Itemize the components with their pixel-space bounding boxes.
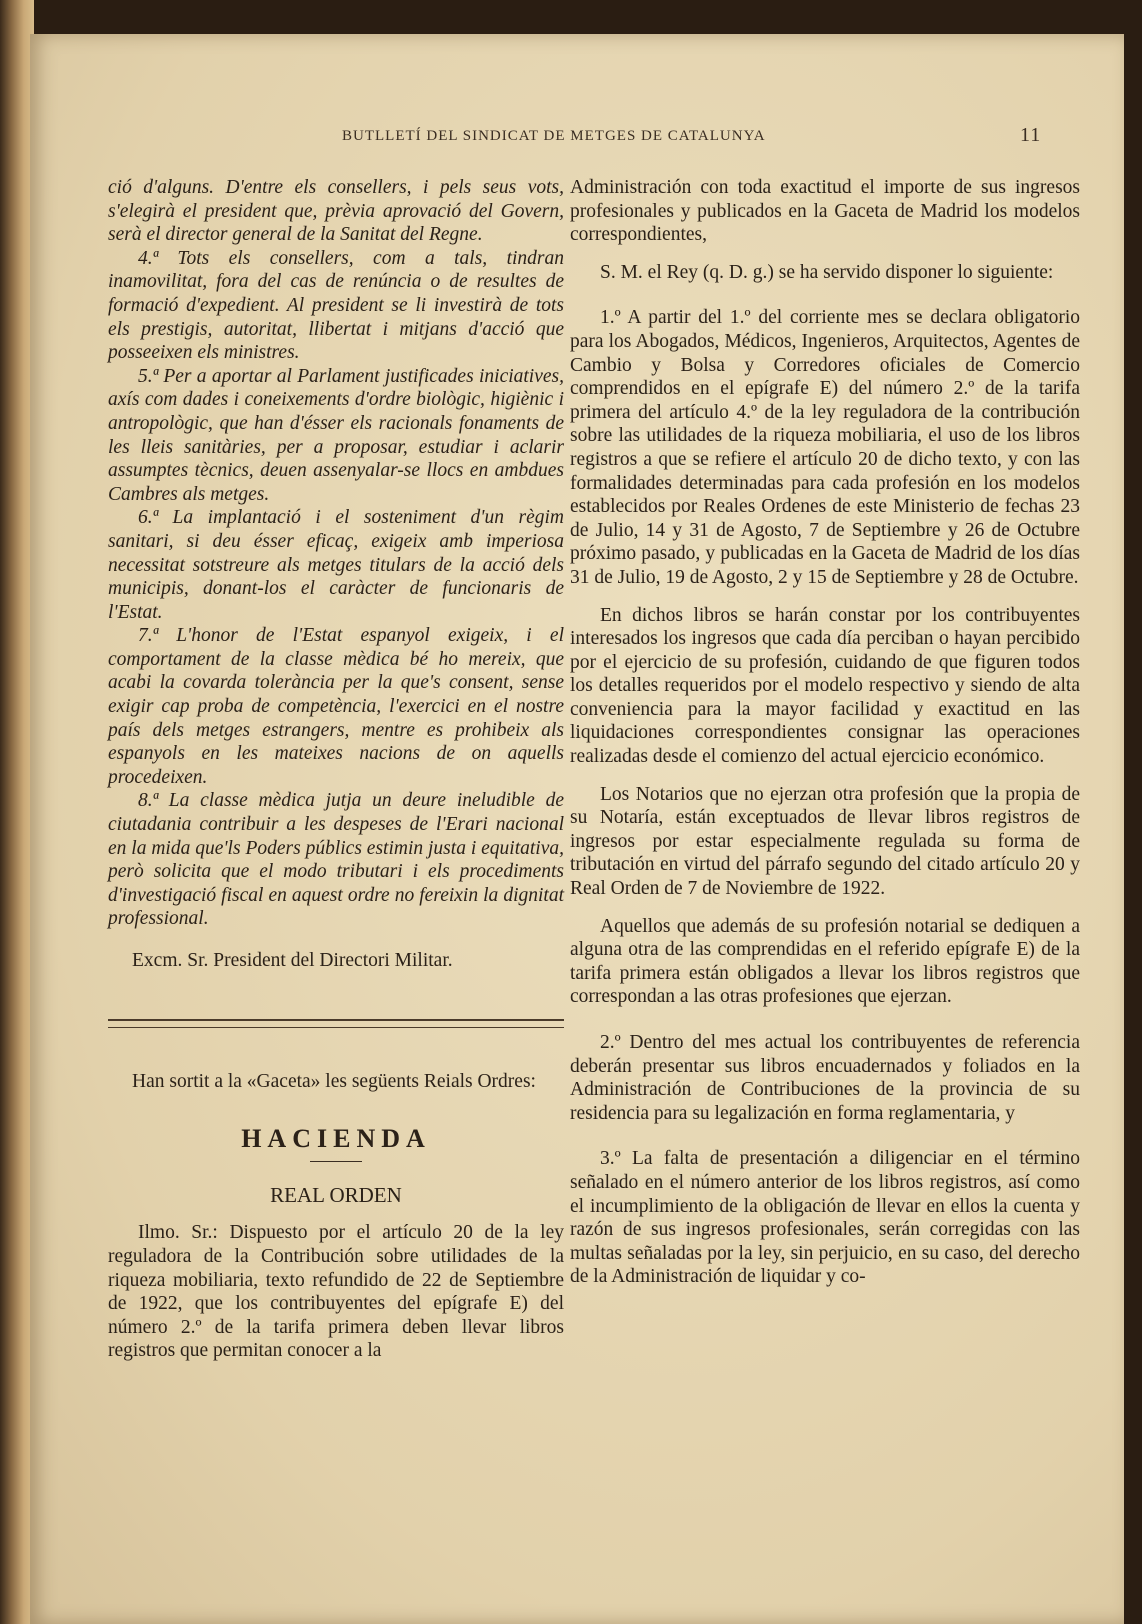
running-header <box>30 124 1124 154</box>
paragraph: 2.º Dentro del mes actual los contribuyentes de referencia deberán presentar sus libros encuadernados y foliados en la Administración de Contribuciones de la provincia de su residencia para su legalización en forma reglamentaria, y <box>570 1032 1080 1124</box>
signature-line: Excm. Sr. President del Directori Militar. <box>132 950 453 971</box>
paragraph: Ilmo. Sr.: Dispuesto por el artículo 20 de la ley reguladora de la Contribución sobre utilidades de la riqueza mobiliaria, texto refundido de 22 de Septiembre de 1922, que los contribuyentes del epígrafe E) del número 2.º de la tarifa primera deben llevar libros registros que permitan conocer a la <box>108 1222 564 1362</box>
paragraph: Aquellos que además de su profesión notarial se dediquen a alguna otra de las comprendidas en el referido epígrafe E) de la tarifa primera están obligados a llevar los libros registros que correspondan a las otras profesiones que ejerzan. <box>570 915 1080 1008</box>
paragraph: 3.º La falta de presentación a diligenciar en el término señalado en el número anterior de los libros registros, así como el incumplimiento de la obligación de llevar en ellos la cuenta y razón de sus ingresos profesionales, serán corregidas con las multas señaladas por la ley, sin perjuicio, en su caso, del derecho de la Administración de liquidar y co- <box>570 1148 1080 1288</box>
paragraph: 4.ª Tots els consellers, com a tals, tindran inamovilitat, fora del cas de renúncia o de resultes de formació d'expedient. Al president se li investirà de tots els prestigis, autoritat, llibertat i mitjans d'acció que posseeixen els ministres. <box>108 247 564 364</box>
subsection-heading: REAL ORDEN <box>270 1182 402 1207</box>
paragraph: ció d'alguns. D'entre els consellers, i pels seus vots, s'elegirà el president que, prèvia aprovació del Govern, serà el director general de la Sanitat del Regne. <box>108 177 564 246</box>
double-rule-divider <box>108 1019 564 1028</box>
document-page <box>30 34 1124 1624</box>
paragraph: 8.ª La classe mèdica jutja un deure ineludible de ciutadania contribuir a les despeses de l'Erari nacional en la mida que'ls Poders públics estimin justa i equitativa, però solicita que el modo tributari i els procediments d'investigació fiscal en aquest ordre no fereixin la dignitat professional. <box>108 790 564 930</box>
paragraph: Los Notarios que no ejerzan otra profesión que la propia de su Notaría, están exceptuados de llevar libros registros de ingresos por estar especialmente regulada su forma de tributación en virtud del párrafo segundo del citado artículo 20 y Real Orden de 7 de Noviembre de 1922. <box>570 783 1080 900</box>
book-binding <box>0 0 34 1624</box>
paragraph: 1.º A partir del 1.º del corriente mes se declara obligatorio para los Abogados, Médicos, Ingenieros, Arquitectos, Agentes de Cambio y Bolsa y Corredores oficiales de Comercio comprendidos en el epígrafe E) del número 2.º de la tarifa primera del artículo 4.º de la ley reguladora de la contribución sobre las utilidades de la riqueza mobiliaria, el uso de los libros registros a que se refiere el artículo 20 de dicho texto, y con las formalidades determinadas para cada profesión en los modelos establecidos por Reales Ordenes de este Ministerio de fechas 23 de Julio, 14 y 31 de Agosto, 7 de Septiembre y 26 de Octubre próximo pasado, y publicadas en la Gaceta de Madrid de los días 31 de Julio, 19 de Agosto, 2 y 15 de Septiembre y 28 de Octubre. <box>570 307 1080 588</box>
paragraph: En dichos libros se harán constar por los contribuyentes interesados los ingresos que cada día perciban o hayan percibido por el ejercicio de su profesión, cuidando de que figuren todos los detalles requeridos por el modelo respectivo y siendo de alta conveniencia para la mayor facilidad y exactitud en las liquidaciones correspondientes consignar las operaciones realizadas desde el comienzo del actual ejercicio económico. <box>570 604 1080 768</box>
left-column <box>108 176 564 1363</box>
paragraph: 6.ª La implantació i el sosteniment d'un règim sanitari, si deu ésser eficaç, exigeix amb imperiosa necessitat sotstreure als metges titulars de la acció dels municipis, donant-los el caràcter de funcionaris de l'Estat. <box>108 507 564 623</box>
section-heading: HACIENDA <box>241 1124 431 1154</box>
paragraph: S. M. el Rey (q. D. g.) se ha servido disponer lo siguiente: <box>600 261 1054 283</box>
header-title: BUTLLETÍ DEL SINDICAT DE METGES DE CATALUNYA <box>342 128 766 144</box>
right-column <box>570 176 1080 1289</box>
paragraph: 7.ª L'honor de l'Estat espanyol exigeix, i el comportament de la classe mèdica bé ho mereix, que acabi la covarda tolerància per la que's consent, sense exigir cap proba de competència, l'exercici en el nostre país dels metges estrangers, mentre es prohibeix als espanyols en les mateixes nacions de on aquells procedeixen. <box>108 625 564 788</box>
paragraph: 5.ª Per a aportar al Parlament justificades iniciatives, axís com dades i coneixements d'ordre biològic, higiènic i antropològic, que han d'ésser els racionals fonaments de les lleis sanitàries, per a proposar, estudiar i aclarir assumptes tècnics, deuen assenyalar-se llocs en ambdues Cambres als metges. <box>108 365 564 505</box>
page-number: 11 <box>1020 124 1042 146</box>
paragraph: Administración con toda exactitud el importe de sus ingresos profesionales y publicados en la Gaceta de Madrid los modelos correspondientes, <box>570 177 1080 246</box>
short-divider <box>310 1161 362 1162</box>
intro-text: Han sortit a la «Gaceta» les següents Reials Ordres: <box>132 1070 536 1092</box>
